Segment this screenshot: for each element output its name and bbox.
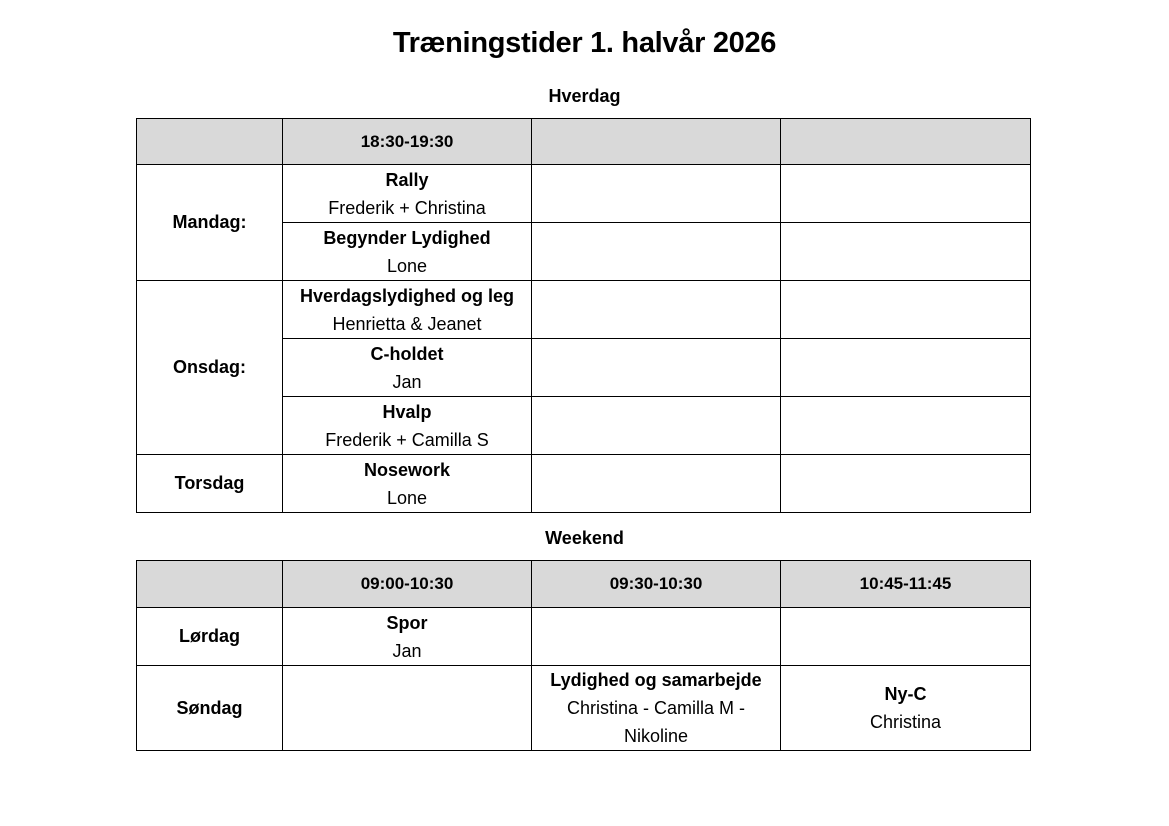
empty-cell <box>532 608 781 666</box>
class-cell <box>283 281 532 339</box>
empty-cell <box>283 666 532 751</box>
header-cell-day <box>137 561 283 608</box>
weekend-schedule-table <box>136 560 1031 751</box>
class-leaders: Henrietta & Jeanet <box>332 313 482 334</box>
table-row <box>137 608 1031 666</box>
class-cell <box>283 397 532 455</box>
empty-cell <box>781 455 1031 513</box>
day-cell-sunday: Søndag <box>137 666 283 751</box>
class-leaders: Christina <box>869 712 942 732</box>
weekday-section-title: Hverdag <box>548 86 621 106</box>
class-name: C-holdet <box>370 343 444 364</box>
class-name: Ny-C <box>884 684 927 704</box>
class-cell <box>781 666 1031 751</box>
header-cell-time-slot: 09:30-10:30 <box>532 561 781 608</box>
empty-cell <box>532 165 781 223</box>
class-leaders: Lone <box>386 487 428 508</box>
day-cell-saturday: Lørdag <box>137 608 283 666</box>
day-cell-wednesday: Onsdag: <box>137 281 283 455</box>
header-cell-time-slot: 10:45-11:45 <box>781 561 1031 608</box>
class-cell <box>283 608 532 666</box>
class-cell <box>283 339 532 397</box>
weekend-header-row <box>137 561 1031 608</box>
header-cell-time-slot: 18:30-19:30 <box>283 119 532 165</box>
page-title: Træningstider 1. halvår 2026 <box>392 27 777 59</box>
class-cell <box>283 223 532 281</box>
table-row <box>137 666 1031 751</box>
header-cell-time-slot: 09:00-10:30 <box>283 561 532 608</box>
class-leaders: Frederik + Christina <box>328 197 486 218</box>
empty-cell <box>532 455 781 513</box>
class-name: Lydighed og samarbejde <box>550 670 762 690</box>
class-cell <box>532 666 781 751</box>
class-cell <box>283 455 532 513</box>
class-leaders: Christina - Camilla M - Nikoline <box>566 698 746 746</box>
class-name: Spor <box>386 612 428 633</box>
class-name: Begynder Lydighed <box>323 227 491 248</box>
table-row <box>137 281 1031 339</box>
class-name: Hvalp <box>382 401 432 422</box>
empty-cell <box>532 223 781 281</box>
empty-cell <box>781 608 1031 666</box>
class-cell <box>283 165 532 223</box>
class-leaders: Frederik + Camilla S <box>325 429 489 450</box>
header-cell-day <box>137 119 283 165</box>
empty-cell <box>781 165 1031 223</box>
header-cell-time-slot <box>781 119 1031 165</box>
empty-cell <box>781 397 1031 455</box>
empty-cell <box>781 223 1031 281</box>
class-name: Hverdagslydighed og leg <box>299 285 515 306</box>
weekday-header-row <box>137 119 1031 165</box>
day-cell-monday: Mandag: <box>137 165 283 281</box>
empty-cell <box>781 281 1031 339</box>
class-name: Nosework <box>363 459 451 480</box>
weekend-section-title: Weekend <box>545 528 624 548</box>
class-leaders: Lone <box>386 255 428 276</box>
class-leaders: Jan <box>392 640 422 661</box>
table-row <box>137 455 1031 513</box>
weekday-schedule-table <box>136 118 1031 513</box>
header-cell-time-slot <box>532 119 781 165</box>
class-name: Rally <box>385 169 429 190</box>
empty-cell <box>532 281 781 339</box>
empty-cell <box>532 339 781 397</box>
class-leaders: Jan <box>392 371 422 392</box>
empty-cell <box>532 397 781 455</box>
day-cell-thursday: Torsdag <box>137 455 283 513</box>
table-row <box>137 165 1031 223</box>
empty-cell <box>781 339 1031 397</box>
